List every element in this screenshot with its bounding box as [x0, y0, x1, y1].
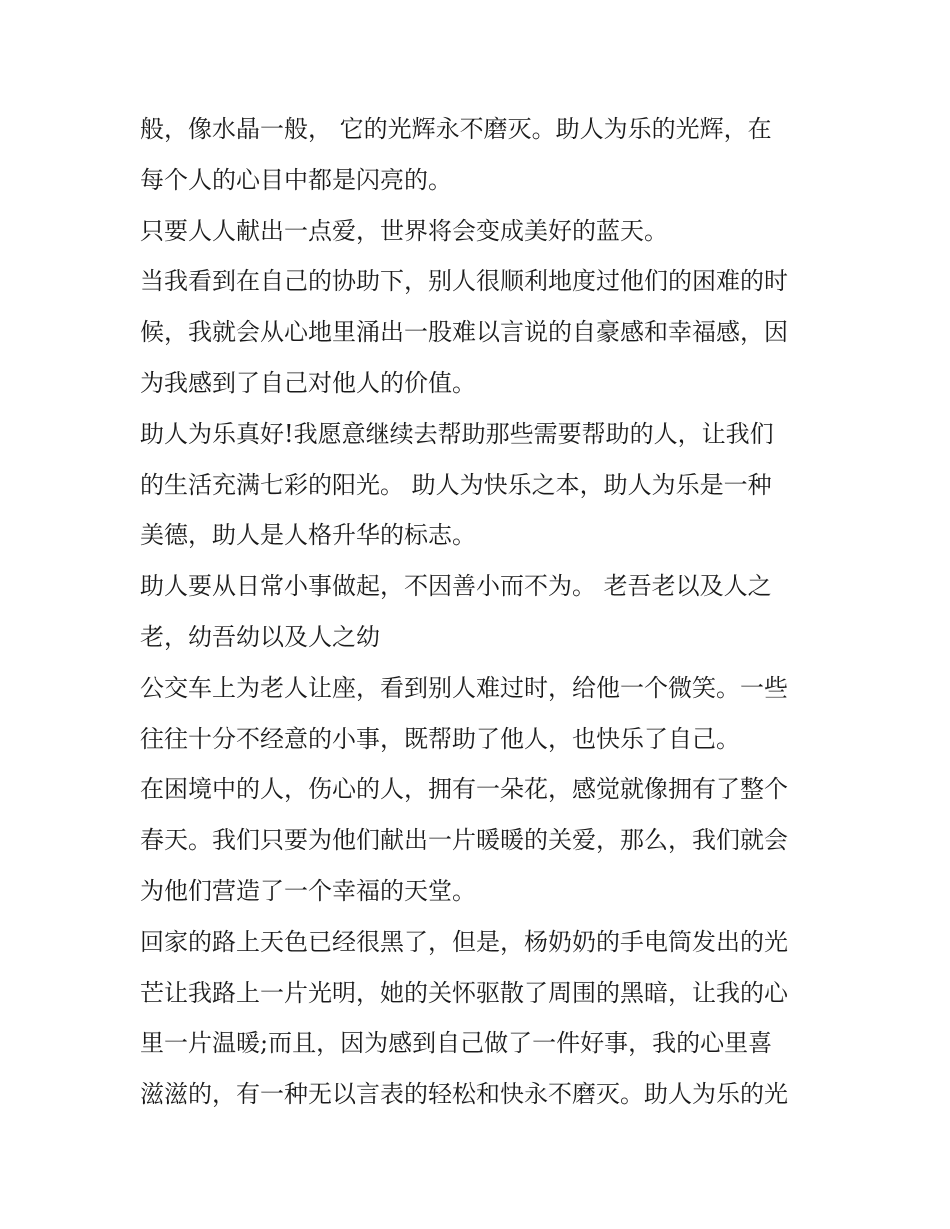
text-line-15: 春天。我们只要为他们献出一片暖暖的关爱，那么，我们就会	[140, 826, 788, 855]
text-line-11: 老，幼吾幼以及人之幼	[140, 622, 380, 651]
text-line-7: 助人为乐真好!我愿意继续去帮助那些需要帮助的人，让我们	[140, 419, 774, 448]
text-line-19: 里一片温暖;而且，因为感到自己做了一件好事，我的心里喜	[140, 1029, 773, 1058]
text-line-20: 滋滋的，有一种无以言表的轻松和快永不磨灭。助人为乐的光	[140, 1080, 788, 1109]
text-line-6: 为我感到了自己对他人的价值。	[140, 368, 476, 397]
text-line-16: 为他们营造了一个幸福的天堂。	[140, 876, 476, 905]
text-line-5: 候，我就会从心地里涌出一股难以言说的自豪感和幸福感，因	[140, 318, 788, 347]
text-line-8: 的生活充满七彩的阳光。 助人为快乐之本，助人为乐是一种	[140, 470, 772, 499]
text-line-12: 公交车上为老人让座，看到别人难过时，给他一个微笑。一些	[140, 673, 788, 702]
text-line-10: 助人要从日常小事做起，不因善小而不为。 老吾老以及人之	[140, 572, 772, 601]
text-line-4: 当我看到在自己的协助下，别人很顺利地度过他们的困难的时	[140, 267, 788, 296]
document-body	[140, 104, 820, 1120]
text-line-3: 只要人人献出一点爱，世界将会变成美好的蓝天。	[140, 216, 668, 245]
text-line-13: 往往十分不经意的小事，既帮助了他人，也快乐了自己。	[140, 724, 740, 753]
text-line-9: 美德，助人是人格升华的标志。	[140, 521, 476, 550]
text-line-1: 般，像水晶一般， 它的光辉永不磨灭。助人为乐的光辉，在	[140, 115, 772, 143]
text-line-2: 每个人的心目中都是闪亮的。	[140, 165, 452, 194]
text-line-17: 回家的路上天色已经很黑了，但是，杨奶奶的手电筒发出的光	[140, 927, 788, 956]
text-line-18: 芒让我路上一片光明，她的关怀驱散了周围的黑暗，让我的心	[140, 978, 788, 1007]
text-line-14: 在困境中的人，伤心的人，拥有一朵花，感觉就像拥有了整个	[140, 775, 788, 804]
